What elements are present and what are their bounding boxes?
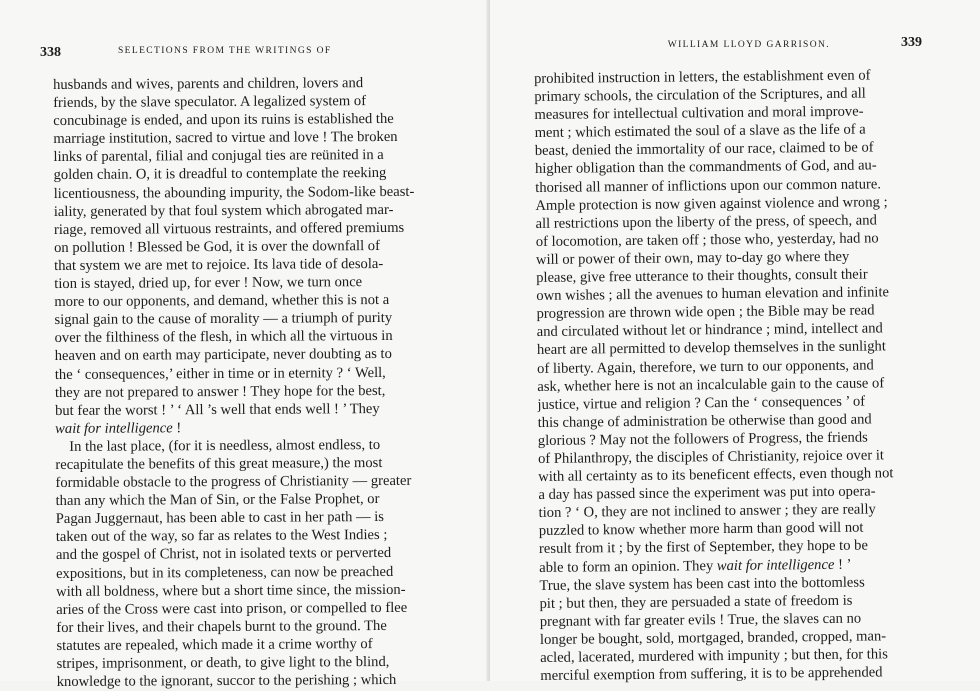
text-line: with all boldness, where but a short time since, the mission- <box>56 581 406 600</box>
text-line: with all certainty as to its beneficent effects, even though not <box>538 465 894 486</box>
text-line: the ‘ consequences,’ either in time or in eternity ? ‘ Well, <box>54 364 386 383</box>
text-line: able to form an opinion. They wait for intelligence ! ’ <box>539 556 852 576</box>
text-line: please, give free utterance to their thoughts, consult their <box>536 266 868 287</box>
text-line: on pollution ! Blessed be God, it is over the downfall of <box>54 237 380 256</box>
text-line: glorious ? May not the followers of Progress, the friends <box>537 429 868 449</box>
text-line: for their lives, and their chapels burnt to the ground. The <box>56 617 387 636</box>
text-line: ment ; which estimated the soul of a slave as the life of a <box>534 121 866 142</box>
text-line: justice, virtue and religion ? Can the ‘ consequences ’ of <box>537 393 866 413</box>
text-line: riage, removed all virtuous restraints, and offered premiums <box>53 219 405 238</box>
text-line: Pagan Juggernaut, has been able to cast in her path — is <box>55 509 385 528</box>
text-line: acled, lacerated, murdered with impunity ; but then, for this <box>540 646 888 666</box>
text-line: they are not prepared to answer ! They hope for the best, <box>54 382 386 401</box>
text-line: more to our opponents, and demand, whether this is not a <box>54 292 390 311</box>
text-line: but fear the worst ! ’ ‘ All ’s well that ends well ! ’ They <box>54 400 380 419</box>
text-line: stripes, imprisonment, or death, to give light to the blind, <box>56 653 390 672</box>
page-number-right: 339 <box>901 35 922 50</box>
text-line: husbands and wives, parents and children, lovers and <box>53 75 364 93</box>
text-line: and the gospel of Christ, not in isolated texts or perverted <box>55 545 392 564</box>
text-line: progression are thrown wide open ; the Bible may be read <box>536 302 875 323</box>
text-line: knowledge to the ignorant, succor to the perishing ; which <box>56 672 397 691</box>
text-line: golden chain. O, it is dreadful to contemplate the reeking <box>53 165 387 184</box>
text-line: pregnant with far greater evils ! True, the slaves can no <box>539 610 862 630</box>
text-line: links of parental, filial and conjugal ties are reünited in a <box>53 147 384 166</box>
text-line: result from it ; by the first of September, they hope to be <box>538 537 869 558</box>
text-line: heart are all permitted to develop themselves in the sunlight <box>536 338 886 359</box>
text-line: that system we are met to rejoice. Its lava tide of desola- <box>54 255 384 274</box>
text-line: concubinage is ended, and upon its ruins is established the <box>53 111 394 130</box>
text-line: True, the slave system has been cast into the bottomless <box>539 574 865 594</box>
text-line: over the filthiness of the flesh, in which all the virtuous in <box>54 328 393 347</box>
text-line: marriage institution, sacred to virtue and love ! The broken <box>53 129 398 148</box>
text-line: aries of the Cross were cast into prison, or compelled to flee <box>56 599 408 618</box>
text-line: of Philanthropy, the disciples of Christianity, rejoice over it <box>537 447 884 467</box>
text-line: than any which the Man of Sin, or the False Prophet, or <box>55 491 380 510</box>
text-line: iality, generated by that foul system which abrogated mar- <box>53 201 394 220</box>
text-line: recapitulate the benefits of this great measure,) the most <box>55 454 383 473</box>
text-line: puzzled to know whether more harm than good will not <box>538 519 864 540</box>
text-line: of locomotion, are taken off ; those who, yesterday, had no <box>535 230 879 250</box>
text-line: Ample protection is now given against violence and wrong ; <box>535 193 888 214</box>
text-line: merciful exemption from suffering, it is to be apprehended <box>540 664 883 685</box>
text-line: tion is stayed, dried up, for ever ! Now, we turn once <box>54 274 363 293</box>
text-line: formidable obstacle to the progress of Christianity — greater <box>55 472 412 492</box>
text-line: beast, denied the immortality of our race, claimed to be of <box>534 139 874 160</box>
text-line: statutes are repealed, which made it a crime worthy of <box>56 635 373 654</box>
text-line: friends, by the slave speculator. A legalized system of <box>53 93 367 112</box>
text-line: wait for intelligence ! <box>55 420 182 437</box>
text-line: thorised all manner of inflictions upon our common nature. <box>535 175 882 196</box>
running-head-right: WILLIAM LLOYD GARRISON. <box>667 40 830 50</box>
text-line: longer be bought, sold, mortgaged, branded, cropped, man- <box>539 628 887 648</box>
text-line: primary schools, the circulation of the Scriptures, and all <box>534 85 866 106</box>
text-line: licentiousness, the abounding impurity, the Sodom-like beast- <box>53 183 415 202</box>
text-line: taken out of the way, so far as relates to the West Indies ; <box>55 527 388 546</box>
text-line: pit ; but then, they are persuaded a state of freedom is <box>539 592 853 612</box>
text-line: of liberty. Again, therefore, we turn to our opponents, and <box>537 356 874 377</box>
left-page-text <box>53 74 443 691</box>
text-line: higher obligation than the commandments of God, and au- <box>534 157 877 178</box>
text-line: heaven and on earth may participate, never doubting as to <box>54 346 392 365</box>
page-number-left: 338 <box>40 45 61 60</box>
text-line: own wishes ; all the avenues to human elevation and infinite <box>536 284 890 305</box>
text-line: tion ? ‘ O, they are not inclined to answer ; they are really <box>538 501 876 522</box>
text-line: signal gain to the cause of morality — a triumph of purity <box>54 310 393 329</box>
text-line: prohibited instruction in letters, the establishment even of <box>534 67 871 87</box>
text-line: measures for intellectual cultivation and moral improve- <box>534 103 864 124</box>
text-line: and circulated without let or hindrance ; mind, intellect and <box>536 320 883 341</box>
text-line: this change of administration be otherwise than good and <box>537 411 872 431</box>
text-line: expositions, but in its completeness, can now be preached <box>55 563 394 582</box>
text-line: In the last place, (for it is needless, almost endless, to <box>69 436 381 455</box>
text-line: a day has passed since the experiment was put into opera- <box>538 483 876 504</box>
right-page-text <box>534 66 944 685</box>
text-line: ask, whether here is not an incalculable gain to the cause of <box>537 374 885 395</box>
text-line: all restrictions upon the liberty of the press, of speech, and <box>535 212 877 232</box>
text-line: will or power of their own, may to-day go where they <box>535 248 850 268</box>
running-head-left: SELECTIONS FROM THE WRITINGS OF <box>118 46 332 56</box>
